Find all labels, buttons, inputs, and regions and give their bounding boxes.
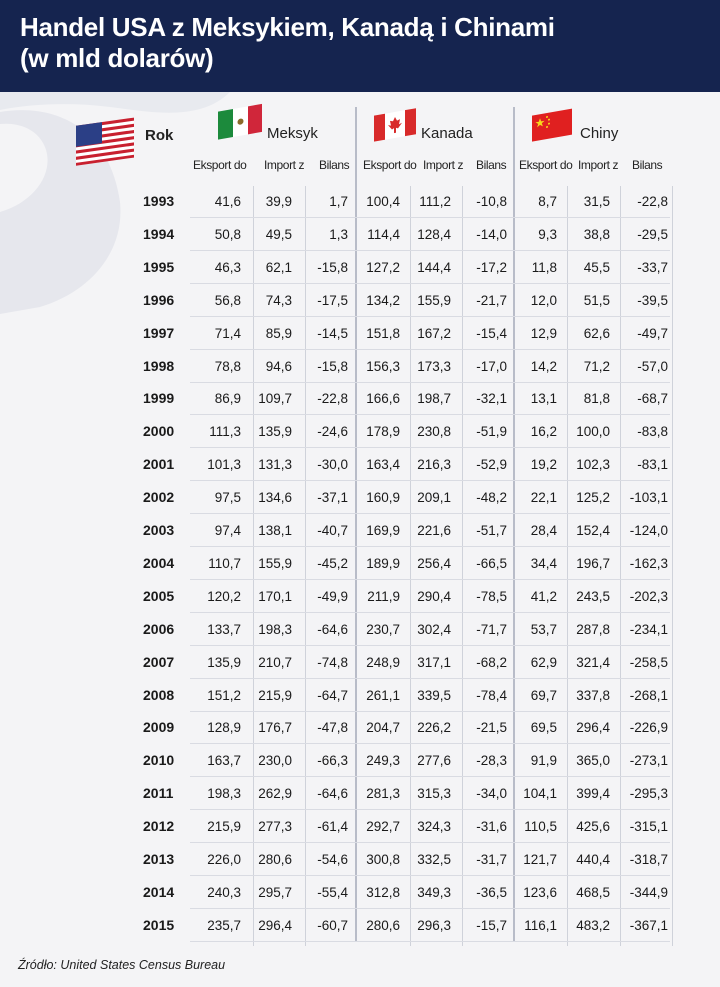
cell-mexico-balance-2006: -64,6: [317, 621, 348, 637]
cell-china-balance-2015: -367,1: [629, 917, 668, 933]
subheader-canada-import: Import z: [423, 158, 464, 172]
cell-canada-export-2004: 189,9: [366, 555, 400, 571]
cell-canada-balance-2013: -31,7: [476, 852, 507, 867]
cell-mexico-import-2007: 210,7: [258, 654, 292, 670]
cell-china-balance-2010: -273,1: [629, 753, 668, 769]
cell-canada-balance-2011: -34,0: [476, 786, 507, 802]
row-divider: [190, 579, 670, 580]
cell-canada-import-2012: 324,3: [417, 819, 451, 835]
cell-mexico-import-2004: 155,9: [258, 555, 292, 571]
cell-mexico-export-2002: 97,5: [214, 490, 241, 506]
cell-canada-export-2008: 261,1: [366, 687, 400, 703]
year-2002: 2002: [143, 489, 175, 506]
row-divider: [190, 809, 670, 810]
cell-mexico-balance-2002: -37,1: [317, 490, 348, 506]
usa-flag: [74, 114, 138, 166]
cell-china-import-2011: 399,4: [576, 786, 610, 802]
cell-canada-balance-1999: -32,1: [476, 391, 507, 407]
cell-canada-import-2011: 315,3: [417, 786, 451, 802]
cell-china-export-1996: 12,0: [530, 292, 557, 308]
cell-china-export-2012: 110,5: [524, 819, 557, 835]
cell-canada-balance-2012: -31,6: [476, 819, 507, 835]
cell-mexico-export-2004: 110,7: [208, 555, 241, 571]
cell-canada-balance-2004: -66,5: [476, 555, 507, 571]
cell-canada-import-2008: 339,5: [417, 687, 451, 703]
cell-canada-import-2009: 226,2: [417, 720, 451, 736]
cell-canada-balance-1995: -17,2: [476, 259, 507, 275]
cell-china-export-2005: 41,2: [530, 588, 557, 604]
cell-china-balance-2000: -83,8: [637, 424, 668, 440]
row-divider: [190, 480, 670, 481]
cell-canada-balance-1996: -21,7: [476, 292, 507, 308]
column-line: [567, 186, 568, 946]
cell-china-import-1996: 51,5: [583, 292, 610, 308]
cell-mexico-import-2002: 134,6: [258, 490, 292, 506]
year-2005: 2005: [143, 587, 175, 604]
year-2000: 2000: [143, 423, 175, 440]
cell-canada-export-1994: 114,4: [367, 226, 400, 242]
cell-canada-export-2003: 169,9: [366, 523, 400, 538]
cell-mexico-balance-1993: 1,7: [329, 194, 348, 209]
row-divider: [190, 842, 670, 843]
cell-china-balance-2012: -315,1: [629, 819, 668, 835]
cell-mexico-export-1997: 71,4: [214, 325, 241, 341]
cell-mexico-export-2006: 133,7: [207, 621, 241, 637]
cell-mexico-import-2006: 198,3: [258, 621, 292, 637]
cell-mexico-import-2009: 176,7: [258, 720, 292, 736]
cell-canada-import-2014: 349,3: [417, 884, 451, 900]
cell-china-import-2000: 100,0: [576, 424, 610, 440]
cell-canada-import-1996: 155,9: [417, 292, 451, 308]
year-2003: 2003: [143, 522, 175, 538]
subheader-canada-export: Eksport do: [363, 158, 417, 172]
cell-mexico-import-2010: 230,0: [258, 753, 292, 769]
cell-canada-import-1995: 144,4: [417, 259, 451, 275]
cell-canada-balance-1994: -14,0: [476, 226, 507, 242]
cell-canada-export-2010: 249,3: [366, 753, 400, 769]
cell-mexico-import-2011: 262,9: [258, 786, 292, 802]
cell-china-import-1998: 71,2: [583, 358, 610, 374]
year-2006: 2006: [143, 620, 175, 637]
canada-flag: [372, 104, 418, 142]
cell-mexico-import-2013: 280,6: [258, 852, 292, 867]
column-line: [305, 186, 306, 946]
cell-mexico-import-1998: 94,6: [265, 358, 292, 374]
cell-canada-balance-2001: -52,9: [476, 457, 507, 473]
cell-china-balance-2001: -83,1: [637, 457, 668, 473]
cell-mexico-import-1994: 49,5: [265, 226, 292, 242]
year-column-header: Rok: [145, 127, 174, 144]
row-divider: [190, 908, 670, 909]
header-banner: [0, 0, 720, 92]
cell-mexico-import-2003: 138,1: [258, 523, 292, 538]
cell-mexico-export-2011: 198,3: [207, 786, 241, 802]
cell-mexico-balance-1995: -15,8: [317, 259, 348, 275]
cell-mexico-export-2012: 215,9: [207, 819, 241, 835]
country-label-canada: Kanada: [421, 125, 473, 142]
cell-mexico-export-2008: 151,2: [207, 687, 241, 703]
country-label-china: Chiny: [580, 125, 619, 142]
cell-canada-import-2010: 277,6: [417, 753, 451, 769]
country-label-mexico: Meksyk: [267, 125, 318, 142]
cell-china-balance-2002: -103,1: [629, 490, 668, 506]
cell-china-balance-2008: -268,1: [629, 687, 668, 703]
cell-mexico-import-2005: 170,1: [258, 588, 292, 604]
cell-china-export-2000: 16,2: [530, 424, 557, 440]
cell-mexico-balance-2013: -54,6: [317, 852, 348, 867]
year-2009: 2009: [143, 719, 175, 736]
cell-china-import-1993: 31,5: [583, 194, 610, 209]
cell-canada-import-2001: 216,3: [417, 457, 451, 473]
cell-china-import-2004: 196,7: [576, 555, 610, 571]
cell-canada-balance-2009: -21,5: [476, 720, 507, 736]
cell-china-import-2009: 296,4: [576, 720, 610, 736]
cell-mexico-import-2014: 295,7: [258, 884, 292, 900]
cell-canada-import-2004: 256,4: [417, 555, 451, 571]
cell-mexico-export-2010: 163,7: [207, 753, 241, 769]
cell-china-export-2004: 34,4: [530, 555, 557, 571]
cell-canada-export-2001: 163,4: [366, 457, 400, 473]
cell-canada-import-1997: 167,2: [417, 325, 451, 341]
cell-china-import-1999: 81,8: [583, 391, 610, 407]
cell-china-import-2006: 287,8: [576, 621, 610, 637]
year-2007: 2007: [143, 653, 175, 670]
cell-mexico-import-2015: 296,4: [258, 917, 292, 933]
cell-china-balance-1994: -29,5: [637, 226, 668, 242]
cell-canada-balance-1993: -10,8: [476, 194, 507, 209]
cell-canada-export-2013: 300,8: [366, 852, 400, 867]
year-2008: 2008: [143, 686, 175, 703]
cell-china-import-2010: 365,0: [576, 753, 610, 769]
cell-china-export-1998: 14,2: [530, 358, 557, 374]
cell-canada-balance-2008: -78,4: [476, 687, 507, 703]
cell-mexico-balance-2008: -64,7: [317, 687, 348, 703]
cell-china-import-1994: 38,8: [583, 226, 610, 242]
cell-mexico-export-2007: 135,9: [207, 654, 241, 670]
cell-canada-import-2000: 230,8: [417, 424, 451, 440]
cell-china-export-2001: 19,2: [530, 457, 557, 473]
cell-canada-balance-1997: -15,4: [476, 325, 507, 341]
cell-china-balance-1996: -39,5: [637, 292, 668, 308]
row-divider: [190, 743, 670, 744]
year-1997: 1997: [143, 324, 175, 341]
cell-canada-import-2013: 332,5: [417, 852, 451, 867]
year-1994: 1994: [143, 225, 175, 242]
column-line: [462, 186, 463, 946]
cell-mexico-balance-2015: -60,7: [317, 917, 348, 933]
column-line: [253, 186, 254, 946]
year-2013: 2013: [143, 851, 175, 867]
subheader-china-balance: Bilans: [632, 158, 663, 172]
cell-canada-export-1999: 166,6: [366, 391, 400, 407]
cell-canada-export-2009: 204,7: [366, 720, 400, 736]
cell-canada-import-1993: 111,2: [419, 194, 451, 209]
cell-mexico-export-2013: 226,0: [207, 852, 241, 867]
cell-china-import-2001: 102,3: [576, 457, 610, 473]
cell-mexico-export-1993: 41,6: [214, 194, 241, 209]
group-separator: [355, 107, 357, 942]
cell-china-export-2009: 69,5: [530, 720, 557, 736]
cell-canada-import-1994: 128,4: [417, 226, 451, 242]
cell-china-import-2015: 483,2: [576, 917, 610, 933]
row-divider: [190, 612, 670, 613]
cell-china-import-1995: 45,5: [583, 259, 610, 275]
cell-mexico-import-2008: 215,9: [258, 687, 292, 703]
cell-mexico-balance-2014: -55,4: [317, 884, 348, 900]
cell-mexico-export-2000: 111,3: [209, 424, 241, 440]
row-divider: [190, 678, 670, 679]
cell-mexico-export-2009: 128,9: [207, 720, 241, 736]
cell-canada-export-1997: 151,8: [366, 325, 400, 341]
cell-china-import-2002: 125,2: [576, 490, 610, 506]
year-1996: 1996: [143, 291, 175, 308]
cell-china-balance-1999: -68,7: [637, 391, 668, 407]
cell-canada-import-2015: 296,3: [417, 917, 451, 933]
cell-canada-balance-2007: -68,2: [476, 654, 507, 670]
cell-canada-export-2002: 160,9: [366, 490, 400, 506]
china-flag: [530, 104, 574, 142]
cell-canada-balance-2003: -51,7: [476, 523, 507, 538]
cell-china-export-1999: 13,1: [530, 391, 557, 407]
row-divider: [190, 941, 670, 942]
cell-canada-export-2011: 281,3: [366, 786, 400, 802]
subheader-canada-balance: Bilans: [476, 158, 507, 172]
cell-china-import-2005: 243,5: [576, 588, 610, 604]
cell-mexico-balance-1994: 1,3: [329, 226, 348, 242]
cell-china-export-2013: 121,7: [523, 852, 557, 867]
cell-mexico-import-1993: 39,9: [265, 194, 292, 209]
cell-canada-export-1996: 134,2: [366, 292, 400, 308]
group-separator: [513, 107, 515, 942]
subheader-mexico-import: Import z: [264, 158, 305, 172]
row-divider: [190, 645, 670, 646]
cell-mexico-export-2003: 97,4: [214, 523, 241, 538]
subheader-china-export: Eksport do: [519, 158, 573, 172]
cell-china-export-2006: 53,7: [530, 621, 557, 637]
year-2012: 2012: [143, 818, 175, 835]
cell-mexico-balance-2004: -45,2: [317, 555, 348, 571]
cell-canada-export-2015: 280,6: [366, 917, 400, 933]
row-divider: [190, 349, 670, 350]
year-2004: 2004: [143, 554, 175, 571]
row-divider: [190, 546, 670, 547]
cell-canada-balance-1998: -17,0: [476, 358, 507, 374]
trade-table: [0, 92, 720, 952]
row-divider: [190, 382, 670, 383]
cell-canada-export-2005: 211,9: [367, 588, 400, 604]
cell-canada-export-1998: 156,3: [366, 358, 400, 374]
cell-mexico-balance-1996: -17,5: [317, 292, 348, 308]
row-divider: [190, 447, 670, 448]
year-1993: 1993: [143, 193, 175, 209]
cell-mexico-balance-2005: -49,9: [317, 588, 348, 604]
chart-title: [20, 12, 700, 74]
cell-mexico-export-1996: 56,8: [214, 292, 241, 308]
cell-canada-export-2012: 292,7: [366, 819, 400, 835]
cell-canada-export-1993: 100,4: [366, 194, 400, 209]
cell-china-balance-2011: -295,3: [629, 786, 668, 802]
column-line: [620, 186, 621, 946]
cell-canada-balance-2002: -48,2: [476, 490, 507, 506]
cell-china-balance-1998: -57,0: [637, 358, 668, 374]
cell-mexico-export-2015: 235,7: [207, 917, 241, 933]
cell-china-balance-2007: -258,5: [629, 654, 668, 670]
subheader-mexico-balance: Bilans: [319, 158, 350, 172]
cell-china-export-2002: 22,1: [530, 490, 557, 506]
cell-china-import-2013: 440,4: [576, 852, 610, 867]
cell-mexico-balance-2007: -74,8: [317, 654, 348, 670]
cell-canada-export-1995: 127,2: [366, 259, 400, 275]
cell-canada-export-2006: 230,7: [366, 621, 400, 637]
row-divider: [190, 217, 670, 218]
cell-china-import-2003: 152,4: [576, 523, 610, 538]
column-line: [410, 186, 411, 946]
cell-mexico-balance-1997: -14,5: [317, 325, 348, 341]
row-divider: [190, 283, 670, 284]
cell-china-import-2007: 321,4: [576, 654, 610, 670]
source-note: Źródło: United States Census Bureau: [18, 958, 226, 972]
subheader-mexico-export: Eksport do: [193, 158, 247, 172]
cell-canada-import-2006: 302,4: [417, 621, 451, 637]
cell-canada-balance-2010: -28,3: [476, 753, 507, 769]
cell-mexico-export-2005: 120,2: [207, 588, 241, 604]
cell-mexico-balance-2001: -30,0: [317, 457, 348, 473]
cell-mexico-import-1997: 85,9: [265, 325, 292, 341]
cell-mexico-balance-2009: -47,8: [317, 720, 348, 736]
cell-canada-balance-2005: -78,5: [476, 588, 507, 604]
cell-mexico-export-1994: 50,8: [214, 226, 241, 242]
row-divider: [190, 875, 670, 876]
cell-mexico-balance-2011: -64,6: [317, 786, 348, 802]
cell-mexico-balance-2010: -66,3: [317, 753, 348, 769]
cell-china-balance-2013: -318,7: [629, 852, 668, 867]
cell-china-export-2015: 116,1: [524, 917, 557, 933]
cell-china-import-2014: 468,5: [576, 884, 610, 900]
cell-china-export-2003: 28,4: [530, 523, 557, 538]
cell-china-balance-2004: -162,3: [629, 555, 668, 571]
cell-canada-export-2014: 312,8: [366, 884, 400, 900]
cell-mexico-import-1999: 109,7: [258, 391, 292, 407]
cell-mexico-export-1999: 86,9: [214, 391, 241, 407]
cell-mexico-import-2000: 135,9: [258, 424, 292, 440]
cell-china-balance-2006: -234,1: [629, 621, 668, 637]
subheader-china-import: Import z: [578, 158, 619, 172]
cell-china-balance-2003: -124,0: [629, 523, 668, 538]
year-1999: 1999: [143, 390, 175, 407]
cell-china-export-2008: 69,7: [530, 687, 557, 703]
cell-mexico-import-1996: 74,3: [265, 292, 292, 308]
cell-canada-balance-2000: -51,9: [476, 424, 507, 440]
cell-mexico-balance-2003: -40,7: [317, 523, 348, 538]
year-2014: 2014: [143, 883, 175, 900]
cell-canada-import-2005: 290,4: [417, 588, 451, 604]
cell-canada-import-2003: 221,6: [417, 523, 451, 538]
cell-mexico-export-2014: 240,3: [207, 884, 241, 900]
cell-mexico-balance-2012: -61,4: [317, 819, 348, 835]
cell-mexico-import-2012: 277,3: [258, 819, 292, 835]
row-divider: [190, 414, 670, 415]
cell-canada-import-2002: 209,1: [417, 490, 451, 506]
column-line: [672, 186, 673, 946]
cell-china-export-2007: 62,9: [530, 654, 557, 670]
cell-mexico-balance-2000: -24,6: [317, 424, 348, 440]
cell-canada-balance-2015: -15,7: [476, 917, 507, 933]
title-line-1: Handel USA z Meksykiem, Kanadą i Chinami: [20, 12, 555, 42]
cell-mexico-import-2001: 131,3: [258, 457, 292, 473]
cell-china-export-1997: 12,9: [530, 325, 557, 341]
year-2001: 2001: [143, 456, 175, 473]
cell-canada-import-1998: 173,3: [417, 358, 451, 374]
cell-mexico-export-2001: 101,3: [207, 457, 241, 473]
cell-canada-balance-2006: -71,7: [476, 621, 507, 637]
row-divider: [190, 711, 670, 712]
cell-canada-export-2000: 178,9: [366, 424, 400, 440]
cell-mexico-import-1995: 62,1: [265, 259, 292, 275]
year-2011: 2011: [143, 785, 174, 802]
row-divider: [190, 316, 670, 317]
year-2010: 2010: [143, 752, 175, 769]
cell-mexico-export-1995: 46,3: [214, 259, 241, 275]
cell-canada-export-2007: 248,9: [366, 654, 400, 670]
cell-china-balance-2009: -226,9: [629, 720, 668, 736]
cell-canada-import-1999: 198,7: [417, 391, 451, 407]
cell-china-export-1993: 8,7: [538, 194, 557, 209]
cell-china-balance-1995: -33,7: [637, 259, 668, 275]
cell-china-export-1994: 9,3: [538, 226, 557, 242]
cell-china-export-2011: 104,1: [523, 786, 557, 802]
cell-china-import-1997: 62,6: [583, 325, 610, 341]
cell-china-export-2010: 91,9: [530, 753, 557, 769]
title-line-2: (w mld dolarów): [20, 43, 214, 73]
mexico-flag: [216, 100, 264, 140]
year-1998: 1998: [143, 357, 175, 374]
cell-china-balance-1997: -49,7: [637, 325, 668, 341]
cell-mexico-balance-1998: -15,8: [317, 358, 348, 374]
cell-mexico-balance-1999: -22,8: [317, 391, 348, 407]
row-divider: [190, 250, 670, 251]
cell-china-export-1995: 11,8: [531, 259, 557, 275]
cell-china-balance-2005: -202,3: [629, 588, 668, 604]
cell-china-export-2014: 123,6: [523, 884, 557, 900]
cell-china-balance-1993: -22,8: [637, 194, 668, 209]
cell-canada-balance-2014: -36,5: [476, 884, 507, 900]
row-divider: [190, 513, 670, 514]
year-1995: 1995: [143, 258, 175, 275]
cell-canada-import-2007: 317,1: [417, 654, 451, 670]
cell-china-import-2008: 337,8: [576, 687, 610, 703]
row-divider: [190, 776, 670, 777]
cell-china-import-2012: 425,6: [576, 819, 610, 835]
cell-china-balance-2014: -344,9: [629, 884, 668, 900]
cell-mexico-export-1998: 78,8: [214, 358, 241, 374]
year-2015: 2015: [143, 916, 175, 933]
